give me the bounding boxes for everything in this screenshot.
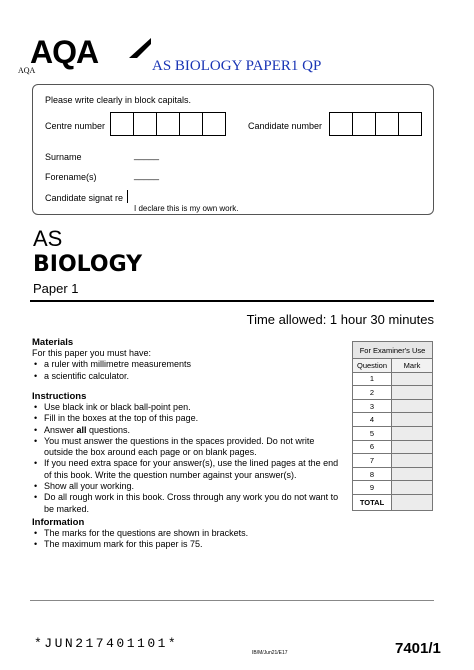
mark-cell: [392, 454, 433, 468]
mark-cell: [392, 386, 433, 400]
barcode-text: *JUN217401101*: [34, 636, 179, 651]
table-row: [353, 386, 433, 400]
surname-field[interactable]: _____: [134, 150, 160, 160]
signature-label: Candidate signat re: [45, 193, 124, 203]
candidate-number-field[interactable]: [330, 112, 422, 136]
mark-column-header: Mark: [392, 359, 433, 373]
surname-label: Surname: [45, 152, 82, 162]
reference-code: IB/M/Jun21/E17: [252, 650, 288, 656]
title-divider: [30, 300, 434, 302]
centre-number-label: Centre number: [45, 121, 106, 131]
block-capitals-instruction: Please write clearly in block capitals.: [45, 95, 192, 105]
table-row: [353, 467, 433, 481]
question-column-header: Question: [353, 359, 392, 373]
information-item: • The maximum mark for this paper is 75.: [44, 539, 342, 550]
instruction-item: • You must answer the questions in the spaces provided. Do not write outside the box around each page or on blank pages.: [44, 436, 342, 459]
paper-code: 7401/1: [395, 640, 441, 657]
instruction-item: • Use black ink or black ball-point pen.: [44, 402, 342, 413]
examiner-table-heading: For Examiner's Use: [353, 342, 433, 359]
instruction-item: • Answer all questions.: [44, 425, 342, 436]
aqa-logo-swoosh-icon: [125, 34, 155, 64]
aqa-small-logo-text: AQA: [18, 66, 36, 75]
mark-cell: [392, 467, 433, 481]
aqa-logo: AQA: [30, 34, 99, 70]
question-number: 9: [353, 481, 392, 495]
centre-number-field[interactable]: [111, 112, 226, 136]
mark-cell: [392, 440, 433, 454]
total-mark-cell: [392, 494, 433, 510]
paper-heading: Paper 1: [33, 281, 79, 296]
table-row: [353, 481, 433, 495]
level-heading: AS: [33, 226, 63, 251]
time-allowed: Time allowed: 1 hour 30 minutes: [246, 312, 434, 327]
candidate-number-label: Candidate number: [248, 121, 323, 131]
declaration-text: I declare this is my own work.: [134, 204, 239, 213]
total-label: TOTAL: [353, 494, 392, 510]
materials-item: • a ruler with millimetre measurements: [44, 359, 342, 370]
forenames-field[interactable]: _____: [134, 170, 160, 180]
materials-heading: Materials: [32, 337, 74, 348]
materials-intro: For this paper you must have:: [32, 348, 152, 358]
instruction-item: • Fill in the boxes at the top of this page.: [44, 413, 342, 424]
question-number: 4: [353, 413, 392, 427]
information-section: [32, 517, 342, 551]
mark-cell: [392, 481, 433, 495]
mark-cell: [392, 399, 433, 413]
document-title: AS BIOLOGY PAPER1 QP: [152, 58, 322, 74]
materials-item: • a scientific calculator.: [44, 371, 342, 382]
instruction-item: • Do all rough work in this book. Cross through any work you do not want to be marked.: [44, 492, 342, 515]
mark-cell: [392, 426, 433, 440]
question-number: 3: [353, 399, 392, 413]
table-row: [353, 413, 433, 427]
instructions-section: [32, 391, 342, 515]
information-item: • The marks for the questions are shown in brackets.: [44, 528, 342, 539]
question-number: 8: [353, 467, 392, 481]
materials-section: [32, 337, 342, 382]
question-number: 6: [353, 440, 392, 454]
instruction-item: • Show all your working.: [44, 481, 342, 492]
table-row: [353, 440, 433, 454]
footer-divider: [30, 600, 434, 601]
signature-field[interactable]: [127, 190, 128, 203]
table-row: [353, 399, 433, 413]
table-row: [353, 494, 433, 510]
mark-cell: [392, 372, 433, 386]
mark-cell: [392, 413, 433, 427]
table-row: [353, 372, 433, 386]
information-heading: Information: [32, 517, 85, 528]
table-row: [353, 426, 433, 440]
forenames-label: Forename(s): [45, 172, 97, 182]
subject-heading: BIOLOGY: [33, 252, 143, 277]
question-number: 1: [353, 372, 392, 386]
instruction-item: • If you need extra space for your answer(s), use the lined pages at the end of this book. Write the question number against your answer(s).: [44, 458, 342, 481]
examiner-use-table: [352, 341, 433, 511]
question-number: 2: [353, 386, 392, 400]
table-row: [353, 454, 433, 468]
question-number: 7: [353, 454, 392, 468]
question-number: 5: [353, 426, 392, 440]
instructions-heading: Instructions: [32, 391, 87, 402]
